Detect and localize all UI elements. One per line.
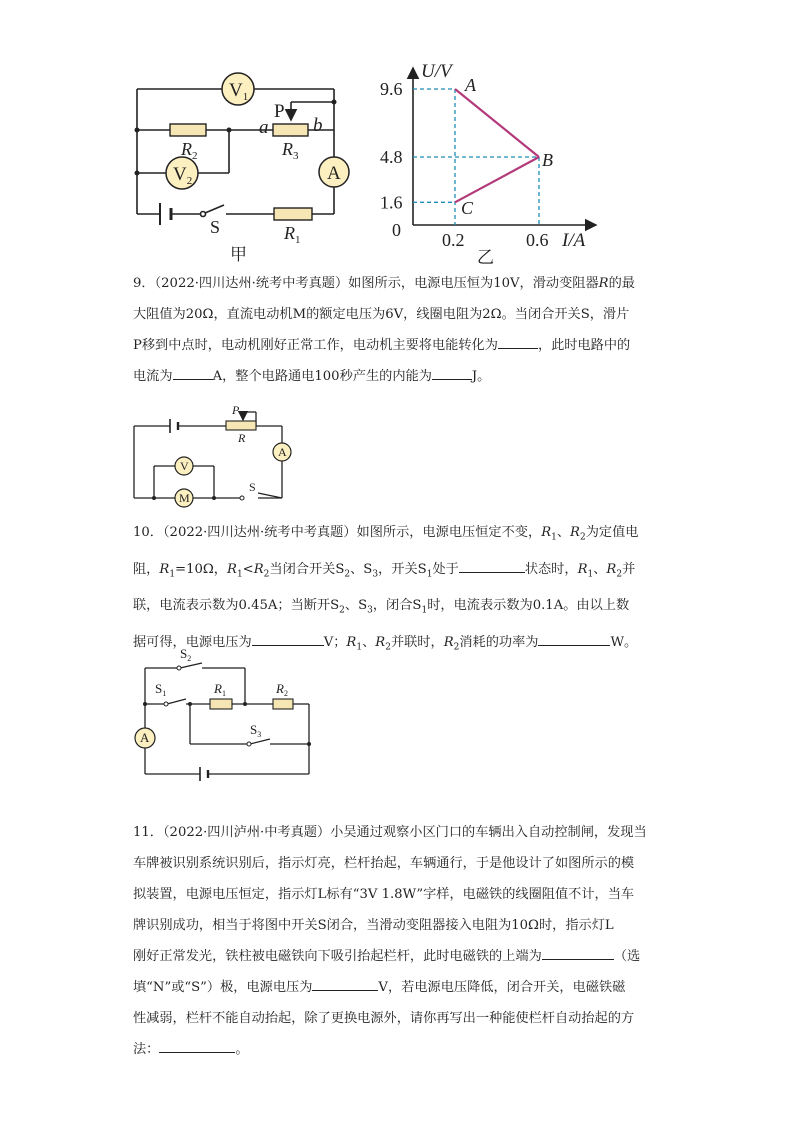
- y-tick: 4.8: [380, 147, 403, 167]
- point-c-label: C: [461, 198, 474, 218]
- caption-yi: 乙: [477, 248, 494, 268]
- circuit-q9-components: [152, 403, 291, 507]
- q9-r-label: R: [238, 431, 246, 445]
- resistor-q10-r1: [210, 699, 232, 709]
- q10-s3-label: $S_3$: [250, 722, 262, 739]
- b-terminal-label: b: [313, 115, 323, 136]
- x-tick: 0.6: [526, 230, 549, 250]
- point-a-label: A: [465, 75, 476, 95]
- q11-line-4: 牌识别成功，相当于将图中开关S闭合，当滑动变阻器接入电阻为10Ω时，指示灯L: [133, 918, 614, 933]
- q11-line-3: 拟装置，电源电压恒定，指示灯L标有“3V 1.8W”字样，电磁铁的线圈阻值不计，当车: [133, 887, 635, 902]
- r2-label: $R_2$: [181, 139, 198, 162]
- p-label: P: [274, 101, 285, 122]
- q11-blank-method[interactable]: [159, 1038, 235, 1053]
- v1-label: $V_1$: [229, 80, 249, 103]
- ammeter-label: A: [327, 163, 341, 184]
- a-terminal-label: a: [259, 117, 269, 138]
- switch-s-label: S: [210, 217, 221, 237]
- q10-line-3: 联，电流表示数为0.45A；当断开$S_2$、$S_3$，闭合$S_1$时，电流表示数为0.1A。由以上数: [133, 598, 630, 616]
- q10-blank-voltage[interactable]: [252, 631, 324, 646]
- q10-line-2: 阻，$R_1=10\Omega$，$R_1<R_2$当闭合开关$S_2$、$S_3$，开关$S_1$处于 状态时，$R_1$、$R_2$并: [133, 554, 663, 591]
- q9-s-label: S: [249, 480, 256, 494]
- q11-line-8: 法： 。: [133, 1034, 663, 1065]
- r1-label: $R_1$: [284, 223, 301, 246]
- resistor-q10-r2: [273, 699, 293, 709]
- caption-jia: 甲: [230, 245, 247, 265]
- q11-blank-pole[interactable]: [542, 945, 614, 960]
- x-axis-label: I/A: [562, 230, 586, 251]
- resistor-r3: [273, 124, 308, 136]
- series-C-B: [455, 157, 539, 202]
- q9-line-1: 9．（2022·四川达州·统考中考真题）如图所示，电源电压恒为10V，滑动变阻器R的最: [133, 276, 635, 291]
- q11-blank-voltage[interactable]: [312, 976, 378, 991]
- q10-s2-label: $S_2$: [180, 646, 192, 663]
- q10-r2-label: $R_2$: [276, 681, 288, 698]
- question-10: [133, 517, 663, 664]
- q10-line-1: 10．（2022·四川达州·统考中考真题）如图所示，电源电压恒定不变，$R_1$、$R_2$为定值电: [133, 525, 639, 543]
- resistor-r2: [170, 124, 206, 136]
- q9-blank-energy[interactable]: [498, 334, 538, 349]
- q10-blank-s1-state[interactable]: [459, 558, 525, 573]
- circuit-jia: [137, 89, 334, 225]
- q10-r1-label: $R_1$: [214, 681, 226, 698]
- q9-v-label: V: [180, 459, 189, 473]
- r3-label: $R_3$: [282, 139, 299, 162]
- q10-line-4: 据可得，电源电压为 V；$R_1$、$R_2$并联时，$R_2$消耗的功率为 W。: [133, 627, 663, 664]
- q11-line-5: 刚好正常发光，铁柱被电磁铁向下吸引抬起栏杆，此时电磁铁的上端为 （选: [133, 941, 663, 972]
- resistor-r1: [274, 208, 312, 220]
- q10-a-label: A: [140, 730, 150, 745]
- q11-line-1: 11．（2022·四川泸州·中考真题）小吴通过观察小区门口的车辆出入自动控制闸，发现当: [133, 825, 647, 840]
- point-b-label: B: [542, 150, 553, 170]
- circuit-q10: [145, 663, 309, 781]
- q11-line-6: 填“N”或“S”）极，电源电压为 V，若电源电压降低，闭合开关，电磁铁磁: [133, 972, 663, 1003]
- q9-line-3: P移到中点时，电动机刚好正常工作，电动机主要将电能转化为 ，此时电路中的: [133, 330, 663, 361]
- q11-line-7: 性减弱，栏杆不能自动抬起，除了更换电源外，请你再写出一种能使栏杆自动抬起的方: [133, 1011, 635, 1026]
- q10-blank-power[interactable]: [538, 631, 610, 646]
- q9-line-2: 大阻值为20Ω，直流电动机M的额定电压为6V，线圈电阻为2Ω。当闭合开关S，滑片: [133, 307, 630, 322]
- q10-s1-label: $S_1$: [155, 681, 167, 698]
- y-tick: 9.6: [380, 79, 403, 99]
- series-A-B: [455, 89, 539, 157]
- question-9: [133, 268, 663, 392]
- q9-m-label: M: [179, 491, 190, 505]
- q9-blank-heat[interactable]: [432, 365, 472, 380]
- question-11: [133, 817, 663, 1065]
- y-axis-label: U/V: [421, 61, 452, 82]
- origin-label: 0: [392, 220, 401, 240]
- rheostat-r: [226, 421, 256, 430]
- q9-line-4: 电流为 A，整个电路通电100秒产生的内能为 J。: [133, 361, 663, 392]
- q11-line-2: 车牌被识别系统识别后，指示灯亮，栏杆抬起，车辆通行，于是他设计了如图所示的模: [133, 856, 635, 871]
- circuit-q9: [134, 412, 282, 498]
- q9-blank-current[interactable]: [173, 365, 213, 380]
- v2-label: $V_2$: [173, 164, 193, 187]
- q9-a-label: A: [278, 445, 287, 459]
- y-tick: 1.6: [380, 192, 403, 213]
- graph-yi: [380, 61, 596, 268]
- q9-p-label: P: [232, 403, 240, 417]
- x-tick: 0.2: [442, 230, 465, 250]
